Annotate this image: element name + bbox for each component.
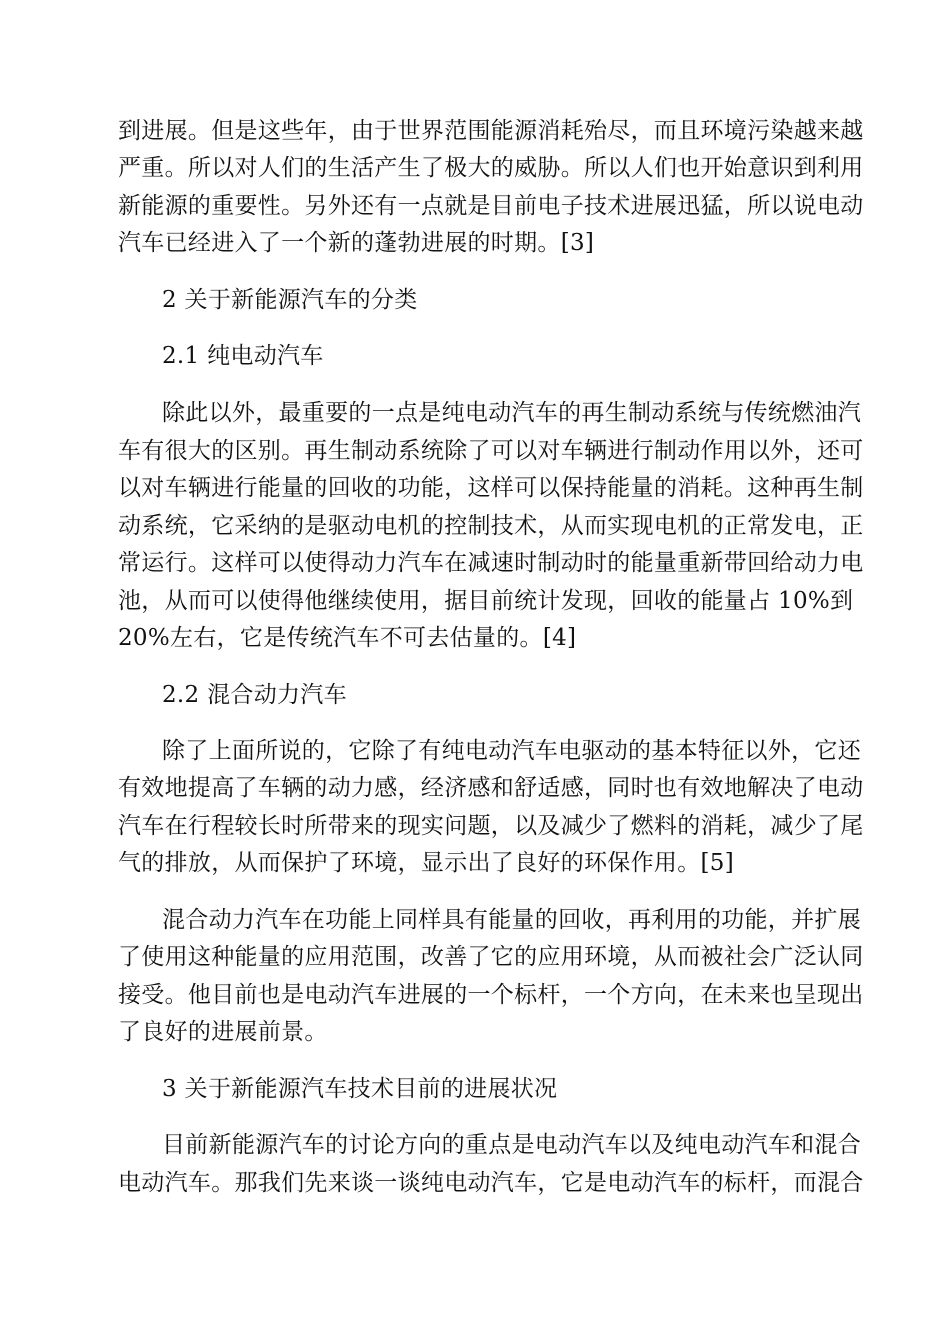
text-line: 接受。他目前也是电动汽车进展的一个标杆，一个方向，在未来也呈现出 bbox=[118, 982, 864, 1008]
text-line: 新能源的重要性。另外还有一点就是目前电子技术进展迅猛，所以说电动 bbox=[118, 193, 864, 219]
paragraph-first-line: 目前新能源汽车的讨论方向的重点是电动汽车以及纯电动汽车和混合 bbox=[162, 1132, 861, 1158]
section-heading-3: 3 关于新能源汽车技术目前的进展状况 bbox=[162, 1076, 558, 1102]
text-line: 气的排放，从而保护了环境，显示出了良好的环保作用。[5] bbox=[118, 850, 734, 876]
text-line: 电动汽车。那我们先来谈一谈纯电动汽车，它是电动汽车的标杆，而混合 bbox=[118, 1170, 864, 1196]
text-line: 汽车在行程较长时所带来的现实问题，以及减少了燃料的消耗，减少了尾 bbox=[118, 813, 864, 839]
text-line: 以对车辆进行能量的回收的功能，这样可以保持能量的消耗。这种再生制 bbox=[118, 475, 864, 501]
text-line: 常运行。这样可以使得动力汽车在减速时制动时的能量重新带回给动力电 bbox=[118, 550, 864, 576]
text-line: 严重。所以对人们的生活产生了极大的威胁。所以人们也开始意识到利用 bbox=[118, 155, 864, 181]
paragraph-first-line: 除此以外，最重要的一点是纯电动汽车的再生制动系统与传统燃油汽 bbox=[162, 400, 861, 426]
section-heading-2: 2 关于新能源汽车的分类 bbox=[162, 287, 418, 313]
text-line: 池，从而可以使得他继续使用，据目前统计发现，回收的能量占 10%到 bbox=[118, 588, 854, 614]
text-line: 了良好的进展前景。 bbox=[118, 1019, 328, 1045]
subsection-heading-2-2: 2.2 混合动力汽车 bbox=[162, 682, 347, 708]
text-line: 车有很大的区别。再生制动系统除了可以对车辆进行制动作用以外，还可 bbox=[118, 438, 864, 464]
text-line: 到进展。但是这些年，由于世界范围能源消耗殆尽，而且环境污染越来越 bbox=[118, 118, 864, 144]
text-line: 了使用这种能量的应用范围，改善了它的应用环境，从而被社会广泛认同 bbox=[118, 944, 864, 970]
paragraph-first-line: 除了上面所说的，它除了有纯电动汽车电驱动的基本特征以外，它还 bbox=[162, 738, 861, 764]
subsection-heading-2-1: 2.1 纯电动汽车 bbox=[162, 343, 324, 369]
text-line: 汽车已经进入了一个新的蓬勃进展的时期。[3] bbox=[118, 230, 595, 256]
text-line: 20%左右，它是传统汽车不可去估量的。[4] bbox=[118, 625, 577, 651]
text-line: 动系统，它采纳的是驱动电机的控制技术，从而实现电机的正常发电，正 bbox=[118, 513, 864, 539]
text-line: 有效地提高了车辆的动力感，经济感和舒适感，同时也有效地解决了电动 bbox=[118, 775, 864, 801]
paragraph-first-line: 混合动力汽车在功能上同样具有能量的回收，再利用的功能，并扩展 bbox=[162, 907, 861, 933]
